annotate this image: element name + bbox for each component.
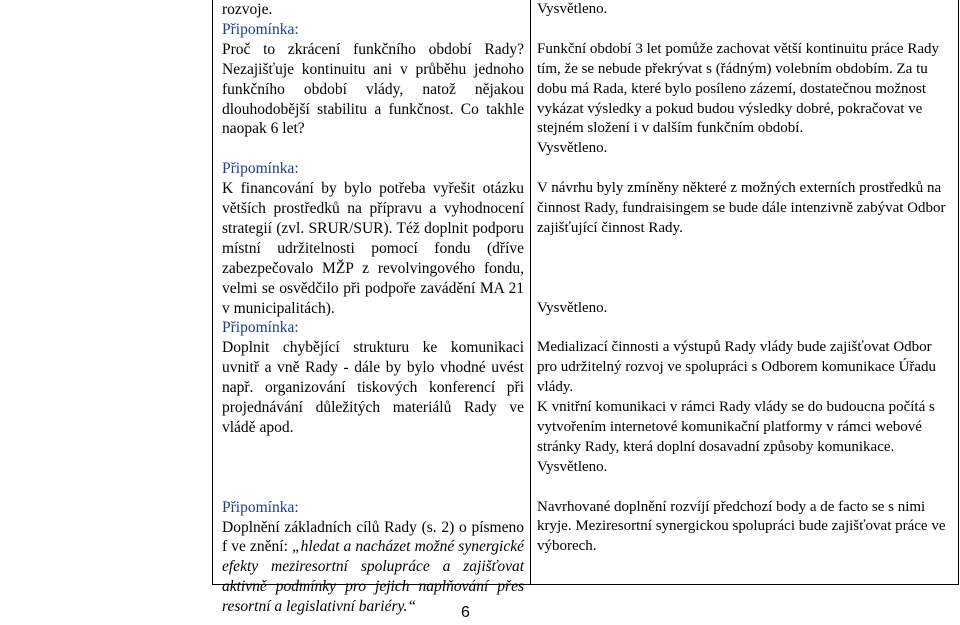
responses-column: [537, 0, 947, 557]
response-3-heading: Vysvětleno.: [537, 299, 608, 316]
comment-2-text: K financování by bylo potřeba vyřešit otázku větších prostředků na přípravu a vyhodnocení strategií (zvl. SRUR/SUR). Též doplnit podporu místní udržitelnosti pomocí fondu (dříve zabezpečovalo MŽP z revolvingového fondu, velmi se osvědčilo při podpoře zavádění MA 21 v municipalitách).: [222, 180, 524, 317]
page-number: 6: [461, 604, 470, 621]
comment-3-heading: Připomínka:: [222, 319, 299, 337]
response-2-text: V návrhu byly zmíněny některé z možných externích prostředků na činnost Rady, fundraisingem se bude dále intenzivně zabývat Odbor zajišťující činnost Rady.: [537, 180, 946, 236]
response-4-text: Navrhované doplnění rozvíjí předchozí body a de facto se s nimi kryje. Meziresortní synergickou spolupráci bude zajišťovat práce ve výborech.: [537, 498, 946, 555]
comment-3-text: Doplnit chybějící strukturu ke komunikaci uvnitř a vně Rady - dále by bylo vhodné uvést např. organizování tiskových konferencí při projednávání důležitých materiálů Rady ve vládě apod.: [222, 339, 524, 437]
response-3-text-2: K vnitřní komunikaci v rámci Rady vlády se do budoucna počítá s vytvořením internetové komunikační platformy v rámci webové stránky Rady, která doplní dosavadní způsoby komunikace.: [537, 399, 935, 455]
comment-1-heading: Připomínka:: [222, 20, 299, 38]
comments-column: [222, 0, 524, 617]
response-2-heading: Vysvětleno.: [537, 140, 608, 157]
comment-4-text-regular: Doplnění základních cílů Rady (s. 2) o písmeno f ve znění:: [222, 518, 524, 556]
comment-4-heading: Připomínka:: [222, 498, 299, 516]
comment-4-text-quote: „hledat a nacházet možné synergické efekty meziresortní spolupráce a zajišťovat aktivně podmínky pro jejich naplňování přes resortní a legislativní bariéry.“: [222, 538, 525, 616]
intro-text: rozvoje.: [222, 1, 273, 18]
table-border-left: [212, 0, 213, 584]
response-3-text-1: Medializací činnosti a výstupů Rady vlády bude zajišťovat Odbor pro udržitelný rozvoj ve spolupráci s Odborem komunikace Úřadu vlády.: [537, 339, 937, 396]
table-border-middle: [530, 0, 531, 584]
response-1-text: Funkční období 3 let pomůže zachovat větší kontinuitu práce Rady tím, že se nebude překrývat s (řádným) volebním obdobím. Za tu dobu má Rada, které bylo posíleno zázemí, dostatečnou možnost vykázat výsledky a pokud budou výsledky dobré, pokračovat ve stejném složení i v dalším funkčním období.: [537, 40, 939, 137]
comment-2-heading: Připomínka:: [222, 160, 299, 178]
comment-4-text: [222, 518, 524, 618]
comment-1-text: Proč to zkrácení funkčního období Rady? Nezajišťuje kontinuitu ani v průběhu jednoho funkčního období vlády, natož nějakou dlouhodobější stabilitu a funkčnost. Co takhle naopak 6 let?: [222, 40, 524, 138]
response-4-heading: Vysvětleno.: [537, 458, 608, 475]
table-border-right: [958, 0, 959, 584]
response-1-heading: Vysvětleno.: [537, 1, 608, 17]
